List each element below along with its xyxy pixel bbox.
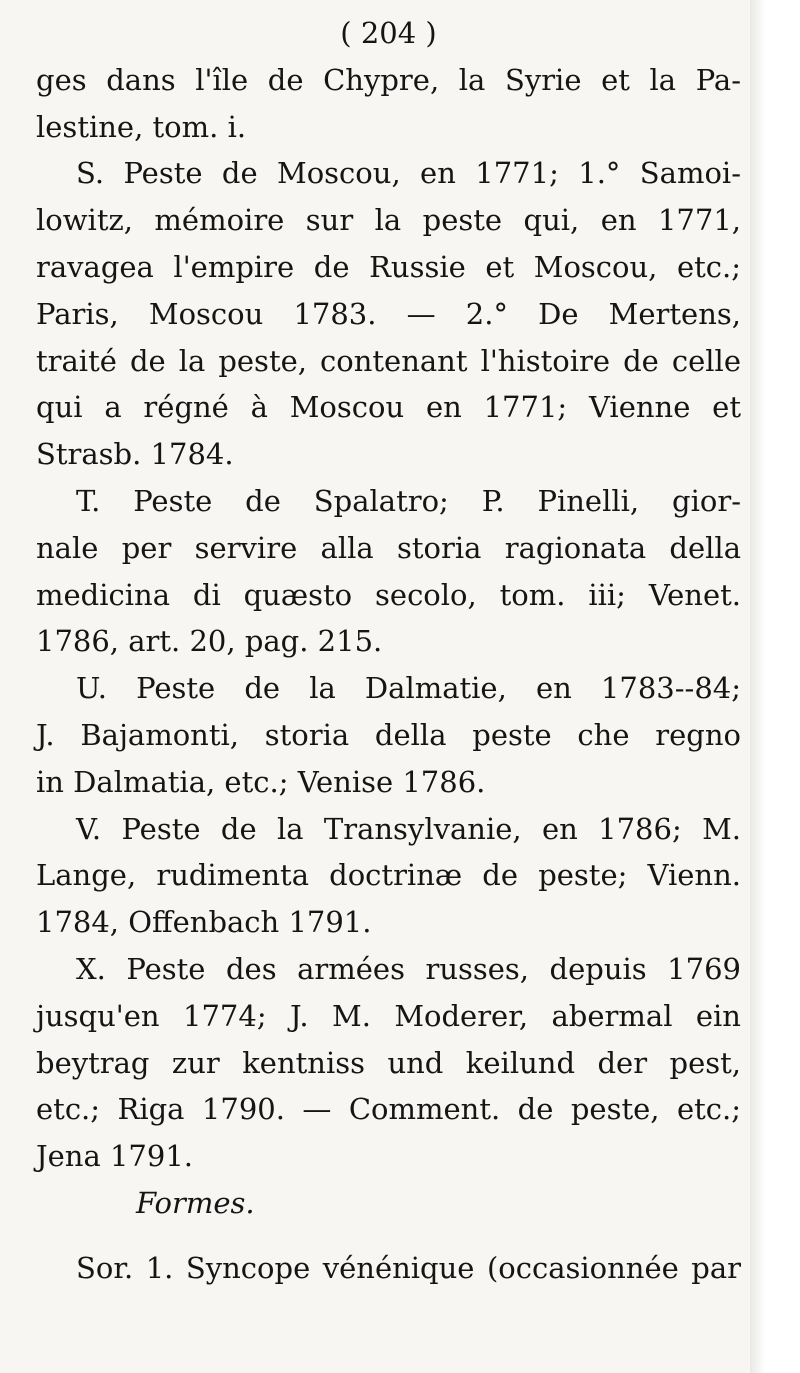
entry-x-line: Jena 1791. <box>36 1139 193 1174</box>
page-number: ( 204 ) <box>340 16 437 50</box>
last-line: Sor. 1. Syncope vénénique (occasionnée par <box>76 1250 741 1285</box>
page-edge <box>750 0 775 1373</box>
entry-u-line: U. Peste de la Dalmatie, en 1783--84; <box>76 671 741 706</box>
entry-u-line: J. Bajamonti, storia della peste che regno <box>36 717 741 752</box>
text-line: lestine, tom. i. <box>36 109 247 144</box>
entry-u-line: in Dalmatia, etc.; Venise 1786. <box>36 764 486 799</box>
entry-s-line: qui a régné à Moscou en 1771; Vienne et <box>36 390 741 425</box>
text-line: ges dans l'île de Chypre, la Syrie et la Pa- <box>36 62 741 97</box>
entry-s-line: S. Peste de Moscou, en 1771; 1.° Samoi- <box>76 156 741 191</box>
page-text <box>36 10 741 1292</box>
entry-s-line: lowitz, mémoire sur la peste qui, en 1771, <box>36 203 741 238</box>
entry-t-line: nale per servire alla storia ragionata della <box>36 530 741 565</box>
section-heading: Formes. <box>136 1185 255 1220</box>
entry-x-line: X. Peste des armées russes, depuis 1769 <box>76 951 741 986</box>
entry-x-line: jusqu'en 1774; J. M. Moderer, abermal ein <box>36 998 741 1033</box>
entry-v-line: Lange, rudimenta doctrinæ de peste; Vienn. <box>36 858 741 893</box>
entry-s-line: Strasb. 1784. <box>36 437 234 472</box>
entry-x-line: beytrag zur kentniss und keilund der pest, <box>36 1045 741 1080</box>
spacer <box>36 1227 741 1245</box>
entry-s-line: traité de la peste, contenant l'histoire de celle <box>36 343 741 378</box>
entry-s-line: ravagea l'empire de Russie et Moscou, etc.; <box>36 249 741 284</box>
entry-t-line: 1786, art. 20, pag. 215. <box>36 624 383 659</box>
entry-t-line: T. Peste de Spalatro; P. Pinelli, gior- <box>76 483 741 518</box>
entry-v-line: V. Peste de la Transylvanie, en 1786; M. <box>76 811 741 846</box>
entry-t-line: medicina di quæsto secolo, tom. iii; Venet. <box>36 577 741 612</box>
entry-x-line: etc.; Riga 1790. — Comment. de peste, etc.; <box>36 1092 741 1127</box>
entry-s-line: Paris, Moscou 1783. — 2.° De Mertens, <box>36 296 741 331</box>
entry-v-line: 1784, Offenbach 1791. <box>36 905 372 940</box>
